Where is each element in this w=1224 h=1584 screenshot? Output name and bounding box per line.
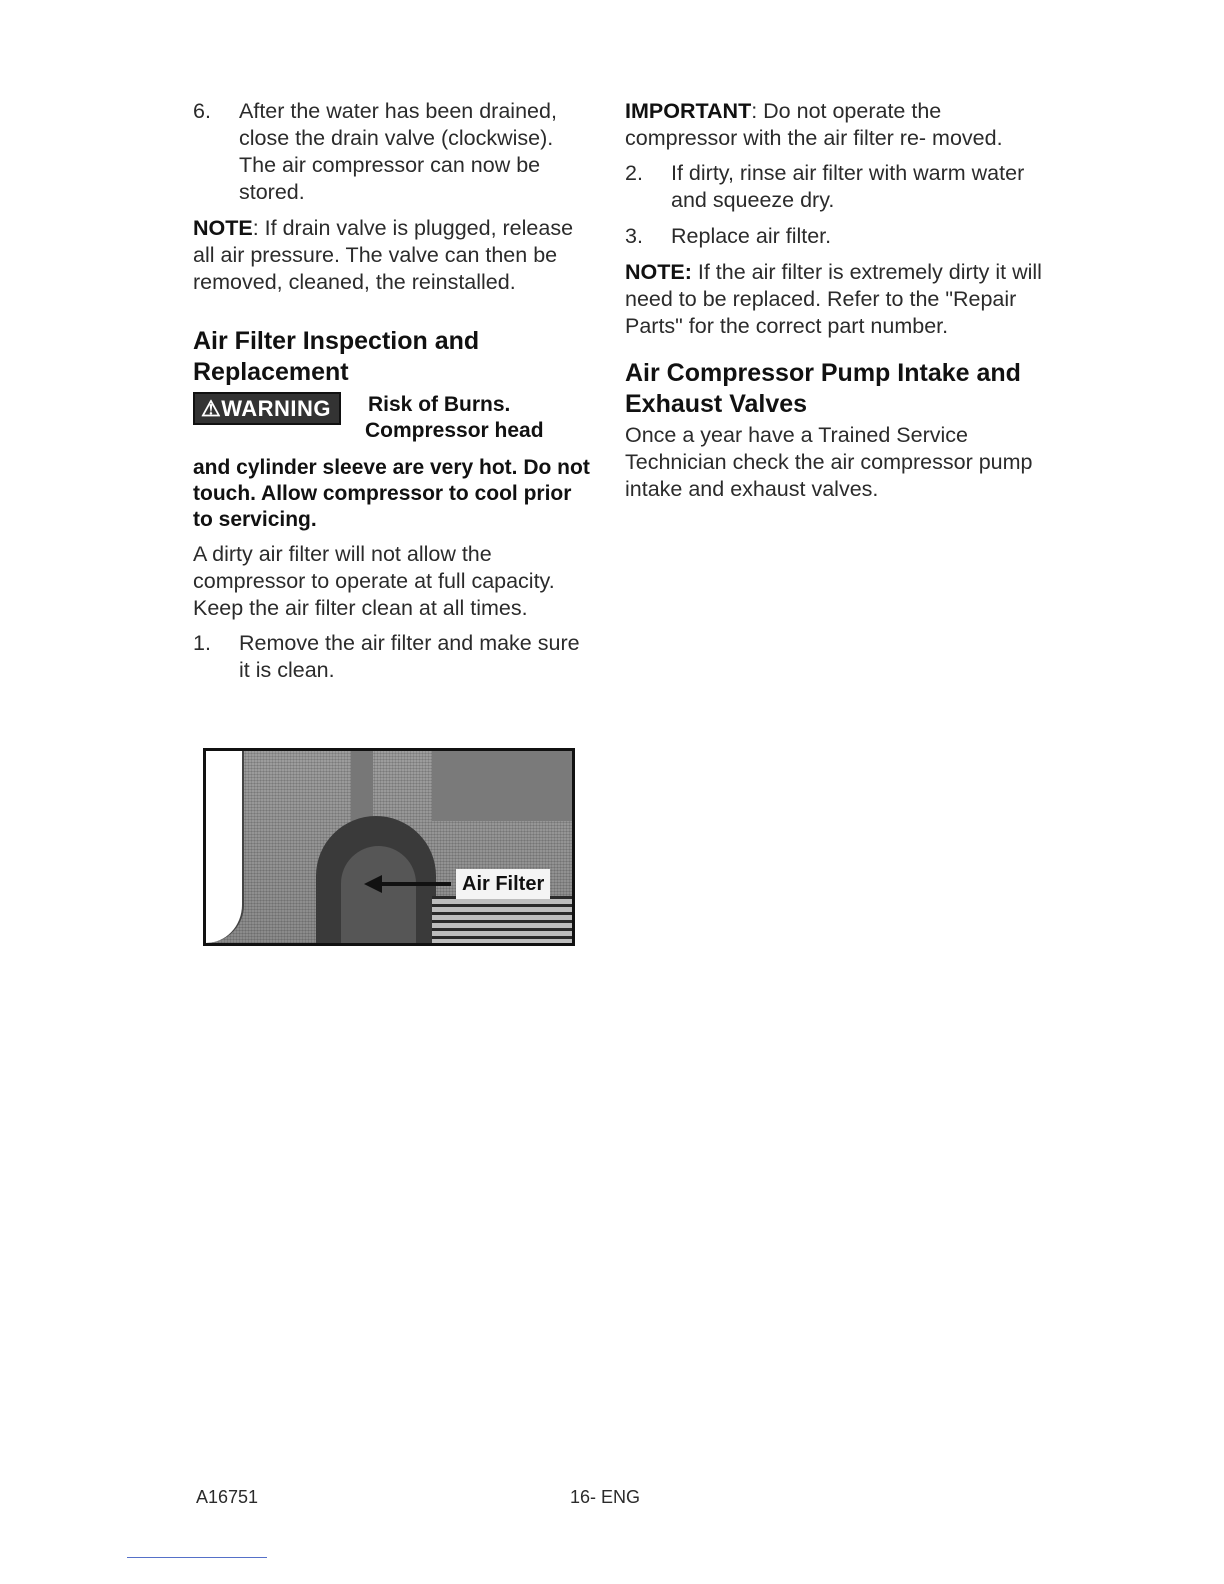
note-drain-valve — [193, 215, 593, 296]
panel-edge-shape — [206, 751, 244, 943]
step-6 — [193, 98, 593, 206]
compressor-tank-shape — [432, 751, 572, 821]
step-number: 6. — [193, 99, 211, 123]
right-column — [625, 98, 1045, 511]
step-2 — [625, 160, 1045, 214]
note-filter-dirty — [625, 259, 1045, 340]
pump-valves-paragraph: Once a year have a Trained Service Technician check the air compressor pump intake and exhaust valves. — [625, 423, 1033, 501]
air-filter-figure — [203, 748, 575, 946]
arrow-left-icon — [364, 875, 382, 893]
intro-paragraph: A dirty air filter will not allow the compressor to operate at full capacity. Keep the air filter clean at all times. — [193, 542, 555, 620]
footer-rule — [127, 1557, 267, 1558]
left-column — [193, 98, 593, 693]
warning-line-2: Compressor head — [365, 419, 544, 442]
arrow-line — [371, 882, 451, 886]
important-note — [625, 98, 1045, 152]
air-filter-shape — [341, 846, 416, 946]
warning-badge: ⚠WARNING — [193, 392, 341, 425]
important-label: IMPORTANT — [625, 99, 752, 123]
important-text: : Do not operate the compressor with the air filter re- moved. — [625, 99, 1003, 150]
step-number: 2. — [625, 161, 643, 185]
step-text: After the water has been drained, close the drain valve (clockwise). The air compressor can now be stored. — [239, 99, 557, 204]
warning-text: and cylinder sleeve are very hot. Do not touch. Allow compressor to cool prior to servicing. — [193, 456, 590, 531]
step-text: Remove the air filter and make sure it is clean. — [239, 631, 580, 682]
cooling-fins-shape — [432, 896, 572, 946]
section-heading-pump-valves: Air Compressor Pump Intake and Exhaust Valves — [625, 359, 1021, 418]
warning-line-1: Risk of Burns. — [368, 393, 511, 416]
note-text: : If drain valve is plugged, release all air pressure. The valve can then be removed, cleaned, the reinstalled. — [193, 216, 574, 294]
figure-label: Air Filter — [456, 869, 550, 899]
note-text: If the air filter is extremely dirty it will need to be replaced. Refer to the "Repair Parts" for the correct part number. — [625, 260, 1042, 338]
document-code: A16751 — [196, 1487, 259, 1507]
step-number: 1. — [193, 631, 211, 655]
step-1 — [193, 630, 593, 684]
note-label: NOTE: — [625, 260, 692, 284]
warning-first-lines — [365, 392, 544, 444]
warning-block — [193, 392, 593, 533]
step-3 — [625, 223, 1045, 250]
step-number: 3. — [625, 224, 643, 248]
step-text: If dirty, rinse air filter with warm water and squeeze dry. — [671, 161, 1025, 212]
note-label: NOTE — [193, 216, 253, 240]
page-number: 16- ENG — [570, 1487, 641, 1507]
section-heading-air-filter: Air Filter Inspection and Replacement — [193, 327, 480, 386]
step-text: Replace air filter. — [671, 224, 832, 248]
